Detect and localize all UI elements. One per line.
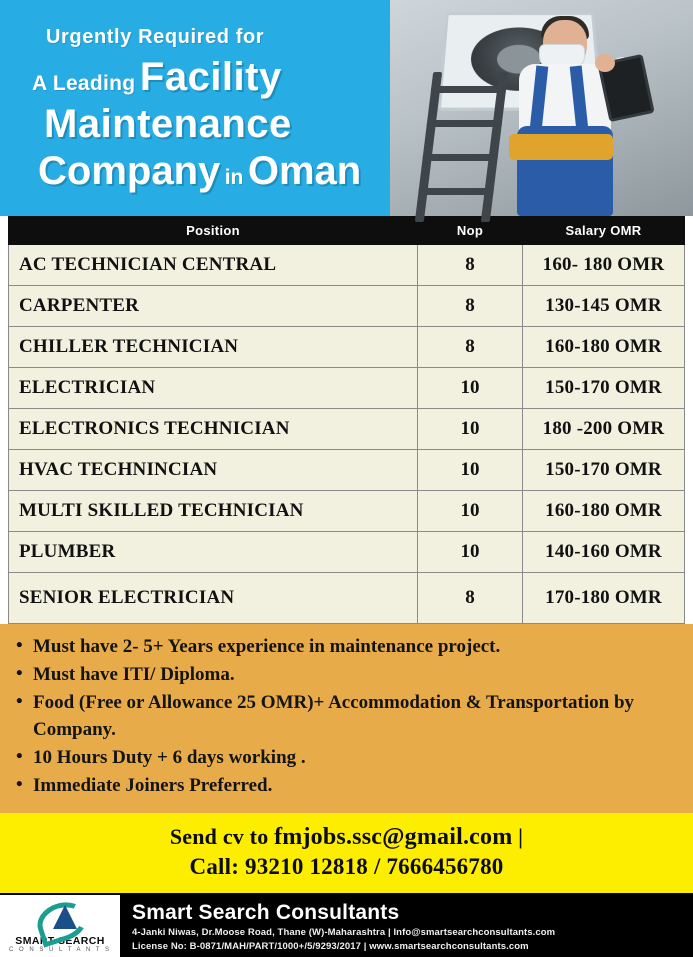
cell-position: SENIOR ELECTRICIAN — [9, 573, 418, 624]
logo-subtitle: C O N S U L T A N T S — [8, 946, 112, 953]
contact-section — [0, 813, 693, 893]
header-position: Position — [9, 217, 418, 245]
cell-salary: 150-170 OMR — [523, 368, 685, 409]
cell-nop: 8 — [418, 245, 523, 286]
cell-nop: 10 — [418, 491, 523, 532]
hero-line-2-small: A Leading — [32, 72, 136, 95]
phone-separator: / — [373, 853, 381, 879]
hero-line-1: Urgently Required for — [46, 26, 265, 48]
table-row — [9, 450, 685, 491]
cell-nop: 8 — [418, 327, 523, 368]
hero-line-4-big: Company — [38, 149, 221, 193]
hero-text-panel — [0, 0, 390, 216]
table-row — [9, 245, 685, 286]
table-header-row — [9, 217, 685, 245]
call-label: Call: — [189, 853, 240, 879]
vacancy-table — [8, 216, 685, 624]
hero-line-2-big: Facility — [139, 55, 282, 99]
company-logo — [0, 895, 120, 957]
cell-nop: 10 — [418, 409, 523, 450]
contact-separator: | — [518, 823, 524, 849]
hero-line-2 — [32, 55, 376, 100]
header-salary: Salary OMR — [523, 217, 685, 245]
list-item: • 10 Hours Duty + 6 days working . — [16, 745, 679, 772]
logo-swoosh-icon — [37, 901, 83, 933]
phone-number-2[interactable]: 7666456780 — [386, 853, 504, 879]
hero-line-4-country: Oman — [247, 149, 362, 193]
cell-position: MULTI SKILLED TECHNICIAN — [9, 491, 418, 532]
cell-nop: 10 — [418, 450, 523, 491]
cell-nop: 8 — [418, 286, 523, 327]
email-line — [6, 824, 687, 851]
footer-company-name: Smart Search Consultants — [132, 900, 400, 924]
cell-nop: 10 — [418, 368, 523, 409]
table-row — [9, 573, 685, 624]
vacancy-table-wrapper — [0, 216, 693, 624]
table-row — [9, 532, 685, 573]
technician-image — [499, 14, 649, 216]
list-item: • Food (Free or Allowance 25 OMR)+ Accommodation & Transportation by Company. — [16, 690, 679, 744]
cell-salary: 150-170 OMR — [523, 450, 685, 491]
list-item: • Immediate Joiners Preferred. — [16, 773, 679, 800]
cell-salary: 130-145 OMR — [523, 286, 685, 327]
cell-nop: 8 — [418, 573, 523, 624]
cell-position: AC TECHNICIAN CENTRAL — [9, 245, 418, 286]
requirements-section — [0, 624, 693, 813]
hero-line-3: Maintenance — [44, 102, 292, 146]
send-cv-label: Send cv to — [169, 823, 269, 849]
hero-line-4-small: in — [224, 166, 244, 189]
cell-position: CARPENTER — [9, 286, 418, 327]
phone-number-1[interactable]: 93210 12818 — [245, 853, 368, 879]
cell-salary: 160- 180 OMR — [523, 245, 685, 286]
hero-banner — [0, 0, 693, 216]
footer — [0, 893, 693, 957]
hero-photo — [390, 0, 693, 216]
email-address[interactable]: fmjobs.ssc@gmail.com — [274, 823, 513, 850]
list-item: • Must have ITI/ Diploma. — [16, 662, 679, 689]
table-row — [9, 286, 685, 327]
cell-position: CHILLER TECHNICIAN — [9, 327, 418, 368]
cell-salary: 180 -200 OMR — [523, 409, 685, 450]
cell-salary: 140-160 OMR — [523, 532, 685, 573]
footer-details — [120, 895, 693, 957]
cell-salary: 160-180 OMR — [523, 327, 685, 368]
requirements-list — [16, 634, 679, 800]
table-row — [9, 368, 685, 409]
logo-name: SMART SEARCH — [15, 934, 105, 947]
footer-address: 4-Janki Niwas, Dr.Moose Road, Thane (W)-Maharashtra | Info@smartsearchconsultants.com — [132, 926, 556, 938]
table-row — [9, 491, 685, 532]
hero-line-4 — [38, 149, 376, 194]
phone-line — [6, 854, 687, 880]
cell-position: HVAC TECHNINCIAN — [9, 450, 418, 491]
cell-salary: 160-180 OMR — [523, 491, 685, 532]
cell-position: ELECTRICIAN — [9, 368, 418, 409]
cell-salary: 170-180 OMR — [523, 573, 685, 624]
cell-nop: 10 — [418, 532, 523, 573]
vacancy-table-body — [9, 245, 685, 624]
table-row — [9, 327, 685, 368]
header-nop: Nop — [418, 217, 523, 245]
table-row — [9, 409, 685, 450]
footer-license: License No: B-0871/MAH/PART/1000+/5/9293/2017 | www.smartsearchconsultants.com — [132, 940, 529, 952]
cell-position: PLUMBER — [9, 532, 418, 573]
list-item: • Must have 2- 5+ Years experience in maintenance project. — [16, 634, 679, 661]
cell-position: ELECTRONICS TECHNICIAN — [9, 409, 418, 450]
